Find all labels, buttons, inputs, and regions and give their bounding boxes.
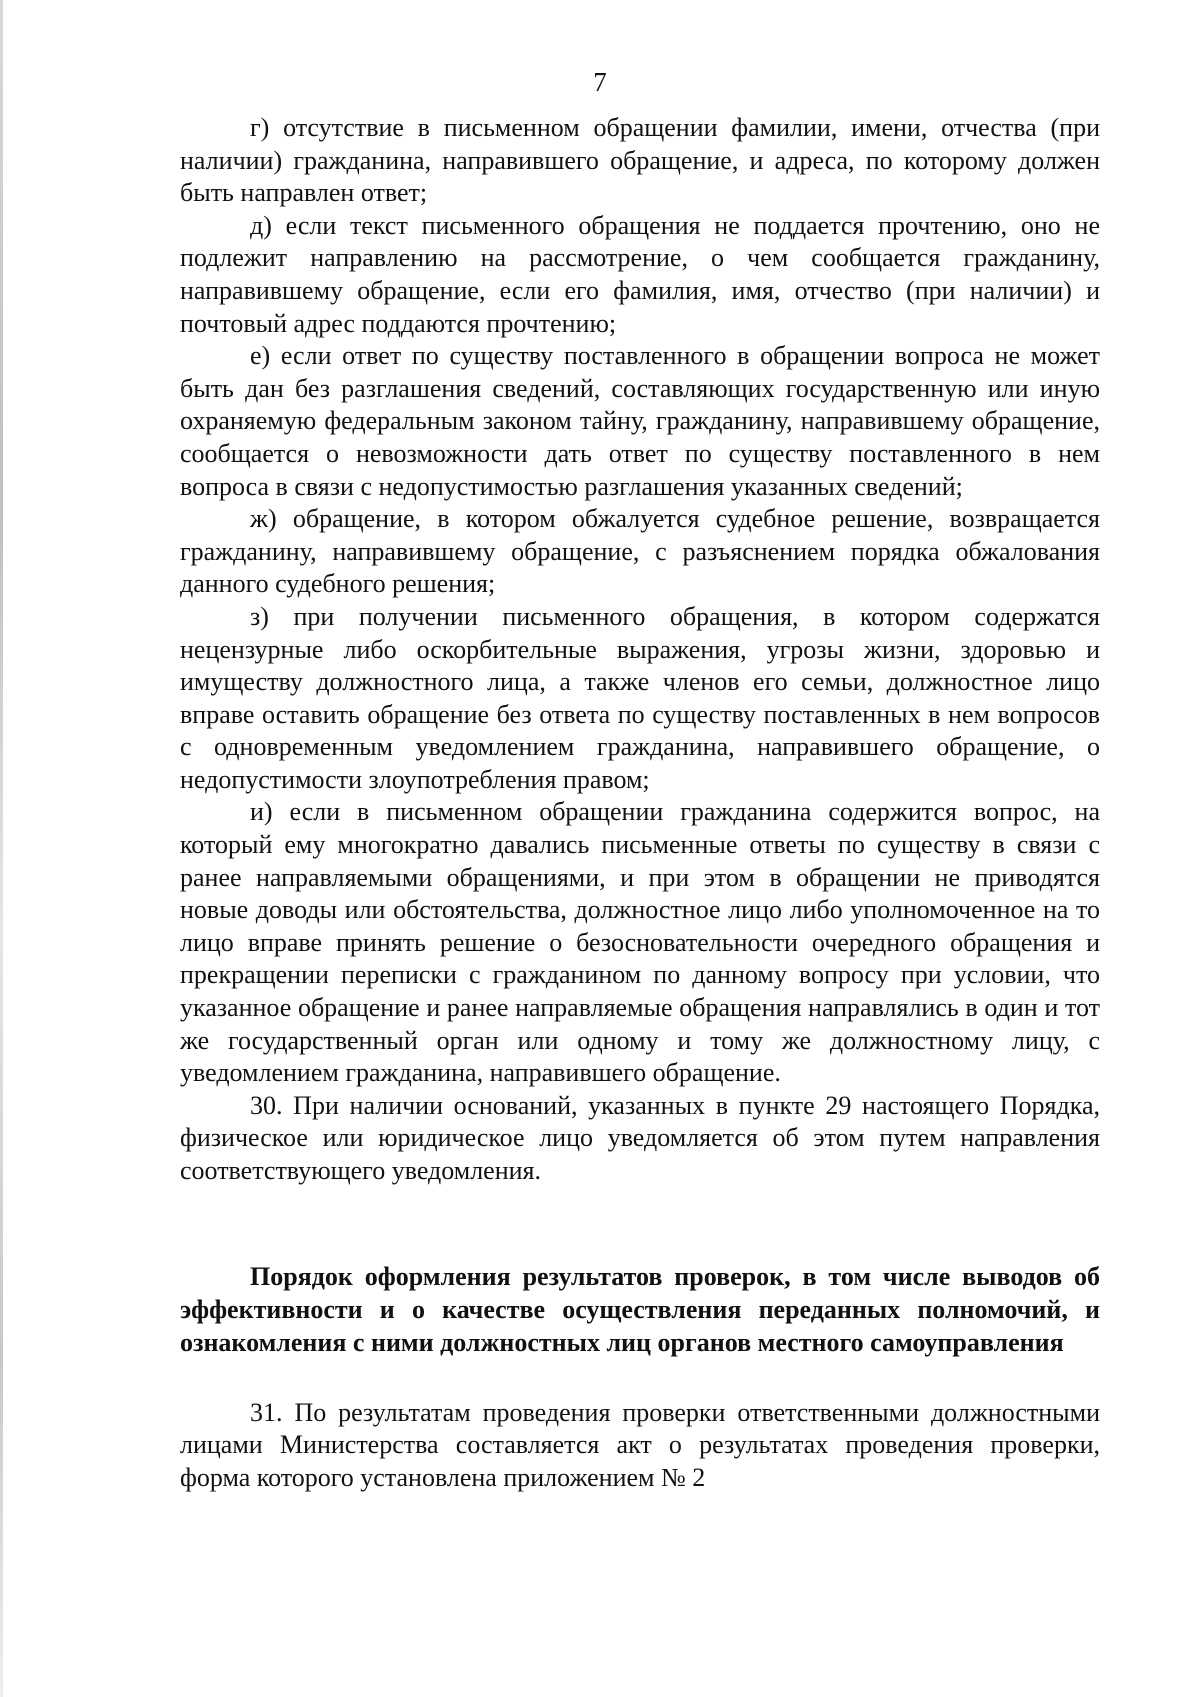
paragraph-g: г) отсутствие в письменном обращении фамилии, имени, отчества (при наличии) гражданина, направившего обращение, и адреса, по которому должен быть направлен ответ; bbox=[180, 113, 1100, 208]
paragraph-31: 31. По результатам проведения проверки ответственными должностными лицами Министерства составляется акт о результатах проведения проверки, форма которого установлена приложением № 2 bbox=[180, 1397, 1100, 1492]
document-body bbox=[180, 112, 1100, 1494]
paragraph-i: и) если в письменном обращении гражданина содержится вопрос, на который ему многократно давались письменные ответы по существу в связи с ранее направляемыми обращениями, и при этом в обращении не приводятся новые доводы или обстоятельства, должностное лицо либо уполномоченное на то лицо вправе принять решение о безосновательности очередного обращения и прекращении переписки с гражданином по данному вопросу при условии, что указанное обращение и ранее направляемые обращения направлялись в один и тот же государственный орган или одному и тому же должностному лицу, с уведомлением гражданина, направившего обращение. bbox=[180, 797, 1100, 1088]
page-number: 7 bbox=[593, 67, 607, 97]
scan-edge bbox=[0, 0, 3, 1697]
paragraph-e: е) если ответ по существу поставленного в обращении вопроса не может быть дан без разглашения сведений, составляющих государственную или иную охраняемую федеральным законом тайну, гражданину, направившему обращение, сообщается о невозможности дать ответ по существу поставленного в нем вопроса в связи с недопустимостью разглашения указанных сведений; bbox=[180, 341, 1100, 501]
paragraph-30: 30. При наличии оснований, указанных в пункте 29 настоящего Порядка, физическое или юридическое лицо уведомляется об этом путем направления соответствующего уведомления. bbox=[180, 1090, 1100, 1185]
paragraph-z: з) при получении письменного обращения, в котором содержатся нецензурные либо оскорбительные выражения, угрозы жизни, здоровью и имуществу должностного лица, а также членов его семьи, должностное лицо вправе оставить обращение без ответа по существу поставленных в нем вопросов с одновременным уведомлением гражданина, направившего обращение, о недопустимости злоупотребления правом; bbox=[180, 601, 1100, 794]
section-heading: Порядок оформления результатов проверок, в том числе выводов об эффективности и о качестве осуществления переданных полномочий, и ознакомления с ними должностных лиц органов местного самоуправления bbox=[180, 1261, 1100, 1357]
paragraph-d: д) если текст письменного обращения не поддается прочтению, оно не подлежит направлению на рассмотрение, о чем сообщается гражданину, направившему обращение, если его фамилия, имя, отчество (при наличии) и почтовый адрес поддаются прочтению; bbox=[180, 210, 1100, 338]
paragraph-zh: ж) обращение, в котором обжалуется судебное решение, возвращается гражданину, направившему обращение, с разъяснением порядка обжалования данного судебного решения; bbox=[180, 504, 1100, 599]
